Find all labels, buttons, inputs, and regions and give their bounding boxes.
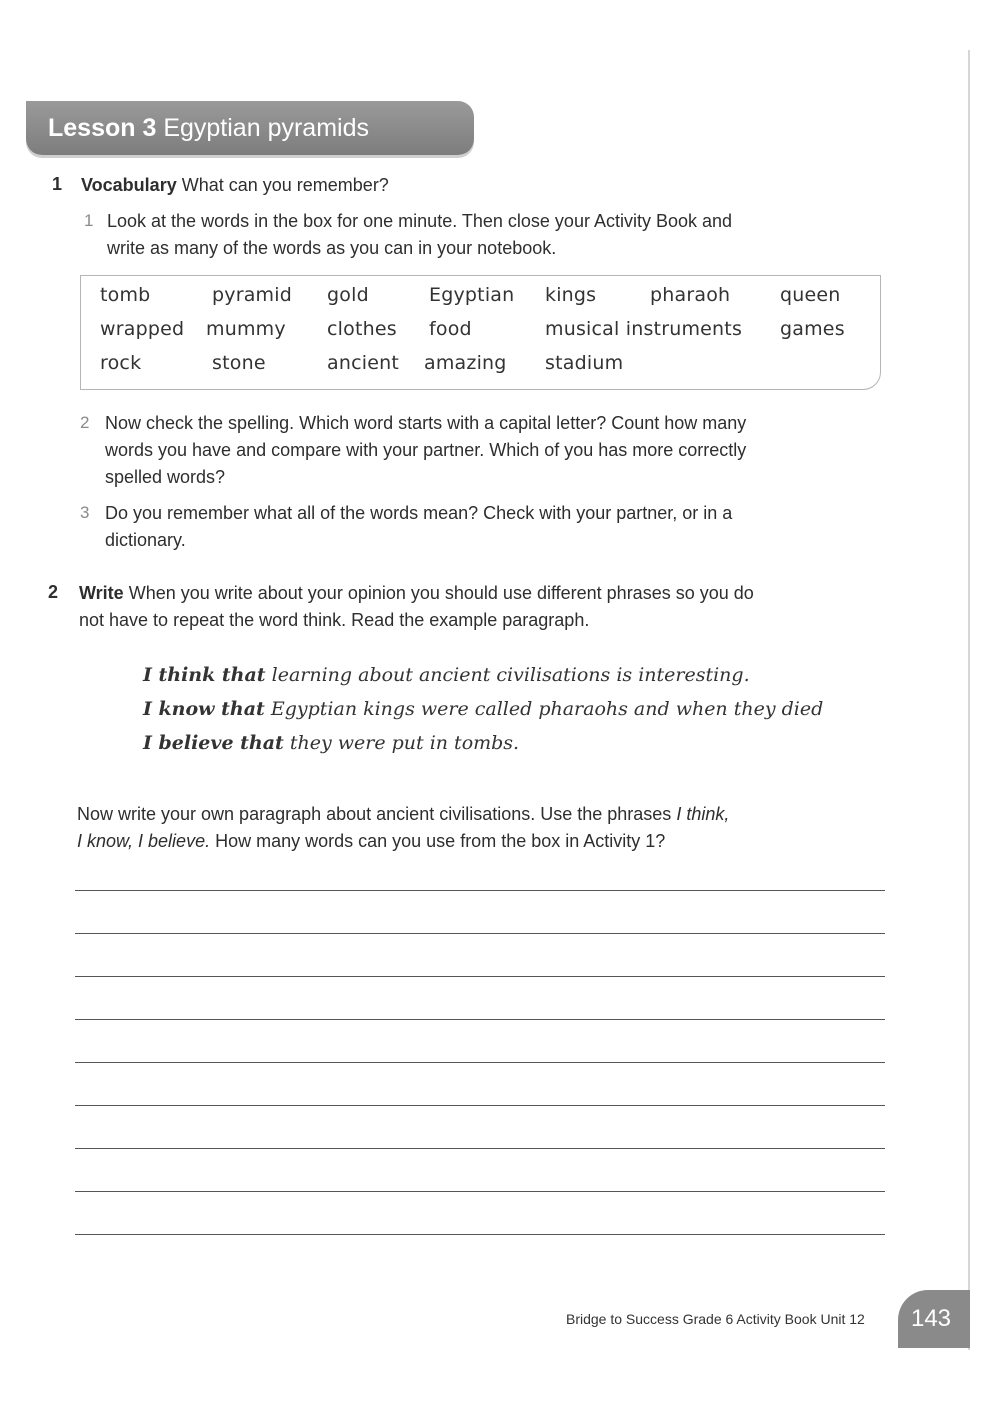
task1-text	[107, 208, 732, 262]
task1-line: write as many of the words as you can in your notebook.	[107, 238, 557, 258]
word: stone	[212, 352, 266, 374]
instruction-phrase: I know, I believe.	[77, 831, 211, 851]
page-number: 143	[898, 1290, 970, 1348]
section2-number: 2	[48, 582, 59, 602]
section2-line-text: When you write about your opinion you should use different phrases so you do	[128, 583, 754, 603]
word: ancient	[327, 352, 399, 374]
section2-line	[79, 580, 754, 607]
word: gold	[327, 284, 369, 306]
task2-number: 2	[80, 413, 90, 432]
task3-line: Do you remember what all of the words mean? Check with your partner, or in a	[105, 503, 733, 523]
example-rest: learning about ancient civilisations is interesting.	[265, 664, 750, 686]
writing-line[interactable]	[75, 890, 885, 891]
footer-text: Bridge to Success Grade 6 Activity Book Unit 12	[566, 1311, 865, 1327]
section1-number: 1	[52, 174, 63, 194]
instruction-text: How many words can you use from the box in Activity 1?	[210, 831, 666, 851]
task2-line: Now check the spelling. Which word starts with a capital letter? Count how many	[105, 413, 747, 433]
lesson-banner	[26, 101, 474, 155]
lesson-title: Egyptian pyramids	[163, 114, 369, 142]
writing-line[interactable]	[75, 1191, 885, 1192]
word: clothes	[327, 318, 397, 340]
writing-line[interactable]	[75, 933, 885, 934]
word: mummy	[206, 318, 286, 340]
word: wrapped	[100, 318, 185, 340]
writing-line[interactable]	[75, 976, 885, 977]
word: food	[429, 318, 472, 340]
writing-line[interactable]	[75, 1062, 885, 1063]
task1-number: 1	[84, 211, 94, 230]
section1-heading-line	[81, 172, 389, 199]
word: Egyptian	[429, 284, 515, 306]
task3-line: dictionary.	[105, 530, 186, 550]
word: pyramid	[212, 284, 293, 306]
example-rest: Egyptian kings were called pharaohs and when they died	[264, 698, 824, 720]
writing-line[interactable]	[75, 1234, 885, 1235]
task2-line: words you have and compare with your partner. Which of you has more correctly	[105, 440, 747, 460]
example-line	[143, 664, 750, 686]
section1-text: What can you remember?	[181, 175, 389, 195]
section2-line: not have to repeat the word think. Read the example paragraph.	[79, 610, 590, 630]
section2-text	[79, 580, 754, 634]
writing-line[interactable]	[75, 1148, 885, 1149]
example-lead: I believe that	[143, 732, 284, 754]
writing-line[interactable]	[75, 1019, 885, 1020]
task3-number: 3	[80, 503, 90, 522]
section2-heading: Write	[79, 583, 124, 603]
page-edge	[968, 50, 970, 1350]
example-rest: they were put in tombs.	[283, 732, 520, 754]
example-lead: I think that	[143, 664, 266, 686]
word: tomb	[100, 284, 151, 306]
word: pharaoh	[650, 284, 731, 306]
task2-line: spelled words?	[105, 467, 226, 487]
lesson-number: Lesson 3	[48, 114, 157, 142]
example-line	[143, 732, 519, 754]
word: kings	[545, 284, 597, 306]
word: musical instruments	[545, 318, 743, 340]
writing-line[interactable]	[75, 1105, 885, 1106]
write-instruction	[77, 801, 877, 855]
word: rock	[100, 352, 142, 374]
instruction-text: Now write your own paragraph about ancient civilisations. Use the phrases	[77, 804, 677, 824]
word: games	[780, 318, 845, 340]
example-line	[143, 698, 823, 720]
task2-text	[105, 410, 746, 491]
example-lead: I know that	[143, 698, 265, 720]
section1-heading: Vocabulary	[81, 175, 177, 195]
task3-text	[105, 500, 732, 554]
instruction-phrase: I think,	[676, 804, 730, 824]
word: stadium	[545, 352, 624, 374]
word: queen	[780, 284, 841, 306]
word: amazing	[424, 352, 507, 374]
task1-line: Look at the words in the box for one minute. Then close your Activity Book and	[107, 211, 733, 231]
